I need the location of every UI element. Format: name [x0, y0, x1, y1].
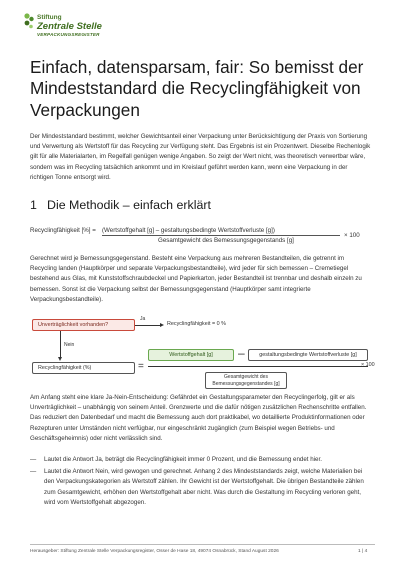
total-weight-line-2: Bemessungsgegenstandes [g] — [212, 380, 280, 387]
material-loss-box: gestaltungsbedingte Wertstoffverluste [g] — [248, 349, 368, 361]
method-paragraph: Gerechnet wird je Bemessungsgegenstand. Besteht eine Verpackung aus mehreren Bestandteilen, die getrennt im Recycling landen (Hauptkörper und separate Verpackungsbestandteile), wird jeder für sich bemessen – Cremetiegel bestehend aus Glas, mit Kunststoffschraubdeckel und Papierkarton, jeder Bestandteil ist trennbar und deshalb einzeln zu bemessen. Sonst ist die Verpackung selbst der Bemessungsgegenstand (Hauptkörper samt integrierte Verpackungsbestandteile). — [30, 255, 362, 303]
logo-line-1: Stiftung — [37, 14, 62, 21]
footer-divider — [30, 544, 375, 545]
recyclability-box: Recyclingfähigkeit (%) — [32, 362, 135, 374]
list-item — [30, 467, 372, 508]
formula-numerator: (Wertstoffgehalt [g] – gestaltungsbedingte Wertstoffverluste [g]) — [102, 227, 275, 234]
dash-bullet: — — [30, 468, 37, 476]
arrow-right-icon — [160, 323, 164, 327]
page-number: 1 | 4 — [358, 549, 368, 554]
section-title: Die Methodik – einfach erklärt — [47, 198, 211, 212]
formula-denominator: Gesamtgewicht des Bemessungsgegenstands [g] — [158, 237, 294, 244]
formula-fraction-bar — [102, 235, 340, 236]
total-weight-box — [205, 372, 287, 389]
total-weight-line-1: Gesamtgewicht des — [224, 374, 268, 380]
equals-sign: = — [138, 361, 144, 372]
logo-line-2: Zentrale Stelle — [37, 21, 102, 32]
logo-line-3: VERPACKUNGSREGISTER — [37, 32, 100, 37]
minus-sign: – — [238, 346, 245, 360]
footer-publisher: Herausgeber: Stiftung Zentrale Stelle Verpackungsregister, Osser de Hase 18, 49074 Osnabrück, Stand August 2026 — [30, 549, 279, 554]
method-diagram — [30, 314, 375, 392]
page-title: Einfach, datensparsam, fair: So bemisst der Mindeststandard die Recyclingfähigkeit von Verpackungen — [30, 57, 364, 120]
dash-bullet: — — [30, 456, 37, 463]
section-heading — [30, 198, 211, 212]
logo-mark-icon — [23, 12, 35, 30]
list-item — [30, 455, 372, 465]
formula-lhs: Recyclingfähigkeit [%] = — [30, 227, 96, 234]
no-connector — [60, 331, 61, 358]
answer-list — [30, 455, 372, 510]
intro-paragraph: Der Mindeststandard bestimmt, welcher Gewichtsanteil einer Verpackung unter Berücksichtigung der Praxis von Sortierung und Verwertung als Wertstoff für das Recycling zur Verfügung steht. Das Ergebnis ist ein Prozentwert. Dieselbe Rechenlogik gilt für alle Materialarten, im Regelfall genügen wenige Angaben. So zeigt der Wert nicht, was theoretisch verwertbar wäre, sondern was im Recycling tatsächlich ankommt und im Kreislauf geführt werden kann, wenn eine Verpackung in der richtigen Tonne entsorgt wird. — [30, 133, 371, 181]
list-item-text: Lautet die Antwort Nein, wird gewogen und gerechnet. Anhang 2 des Mindeststandards zeigt, welche Materialien bei den Verpackungskategorien als Wertstoff zählen. Ihr Gewicht ist der Wertstoffgehalt. Die übrigen Bestandteile zählen zum Gesamtgewicht, erhöhen den Wertstoffgehalt aber nicht. Was durch die Gestaltung im Recycling verloren geht, wird vom Wertstoffgehalt abgezogen. — [44, 468, 364, 506]
incompatibility-box: Unverträglichkeit vorhanden? — [32, 319, 135, 331]
yes-connector — [135, 325, 161, 326]
decision-paragraph: Am Anfang steht eine klare Ja-Nein-Entscheidung: Gefährdet ein Gestaltungsparameter den Recyclingerfolg, gilt er als Unverträglichkeit – unabhängig von seinem Anteil. Grenzwerte und die dafür nötigen zusätzlichen Rechenschritte entfallen. Das reduziert den Datenbedarf und macht die Bemessung auch dort praktikabel, wo detaillierte Produktinformationen oder Rezepturen unter Umständen nicht verfügbar, nur eingeschränkt zugänglich (zum Beispiel wegen Betriebs- und Geschäftsgeheimnis) oder nicht verlässlich sind. — [30, 394, 367, 442]
section-number: 1 — [30, 198, 37, 212]
material-content-box: Wertstoffgehalt [g] — [148, 349, 234, 361]
yes-label: Ja — [140, 316, 146, 322]
arrow-down-icon — [58, 357, 62, 361]
list-item-text: Lautet die Antwort Ja, beträgt die Recyclingfähigkeit immer 0 Prozent, und die Bemessung endet hier. — [44, 456, 322, 463]
diagram-times: × 100 — [361, 362, 375, 368]
yes-result: Recyclingfähigkeit = 0 % — [167, 321, 226, 327]
formula-times: × 100 — [344, 232, 360, 239]
logo — [23, 10, 133, 40]
formula — [30, 226, 372, 249]
diagram-fraction-bar — [148, 366, 368, 367]
no-label: Nein — [64, 342, 75, 348]
